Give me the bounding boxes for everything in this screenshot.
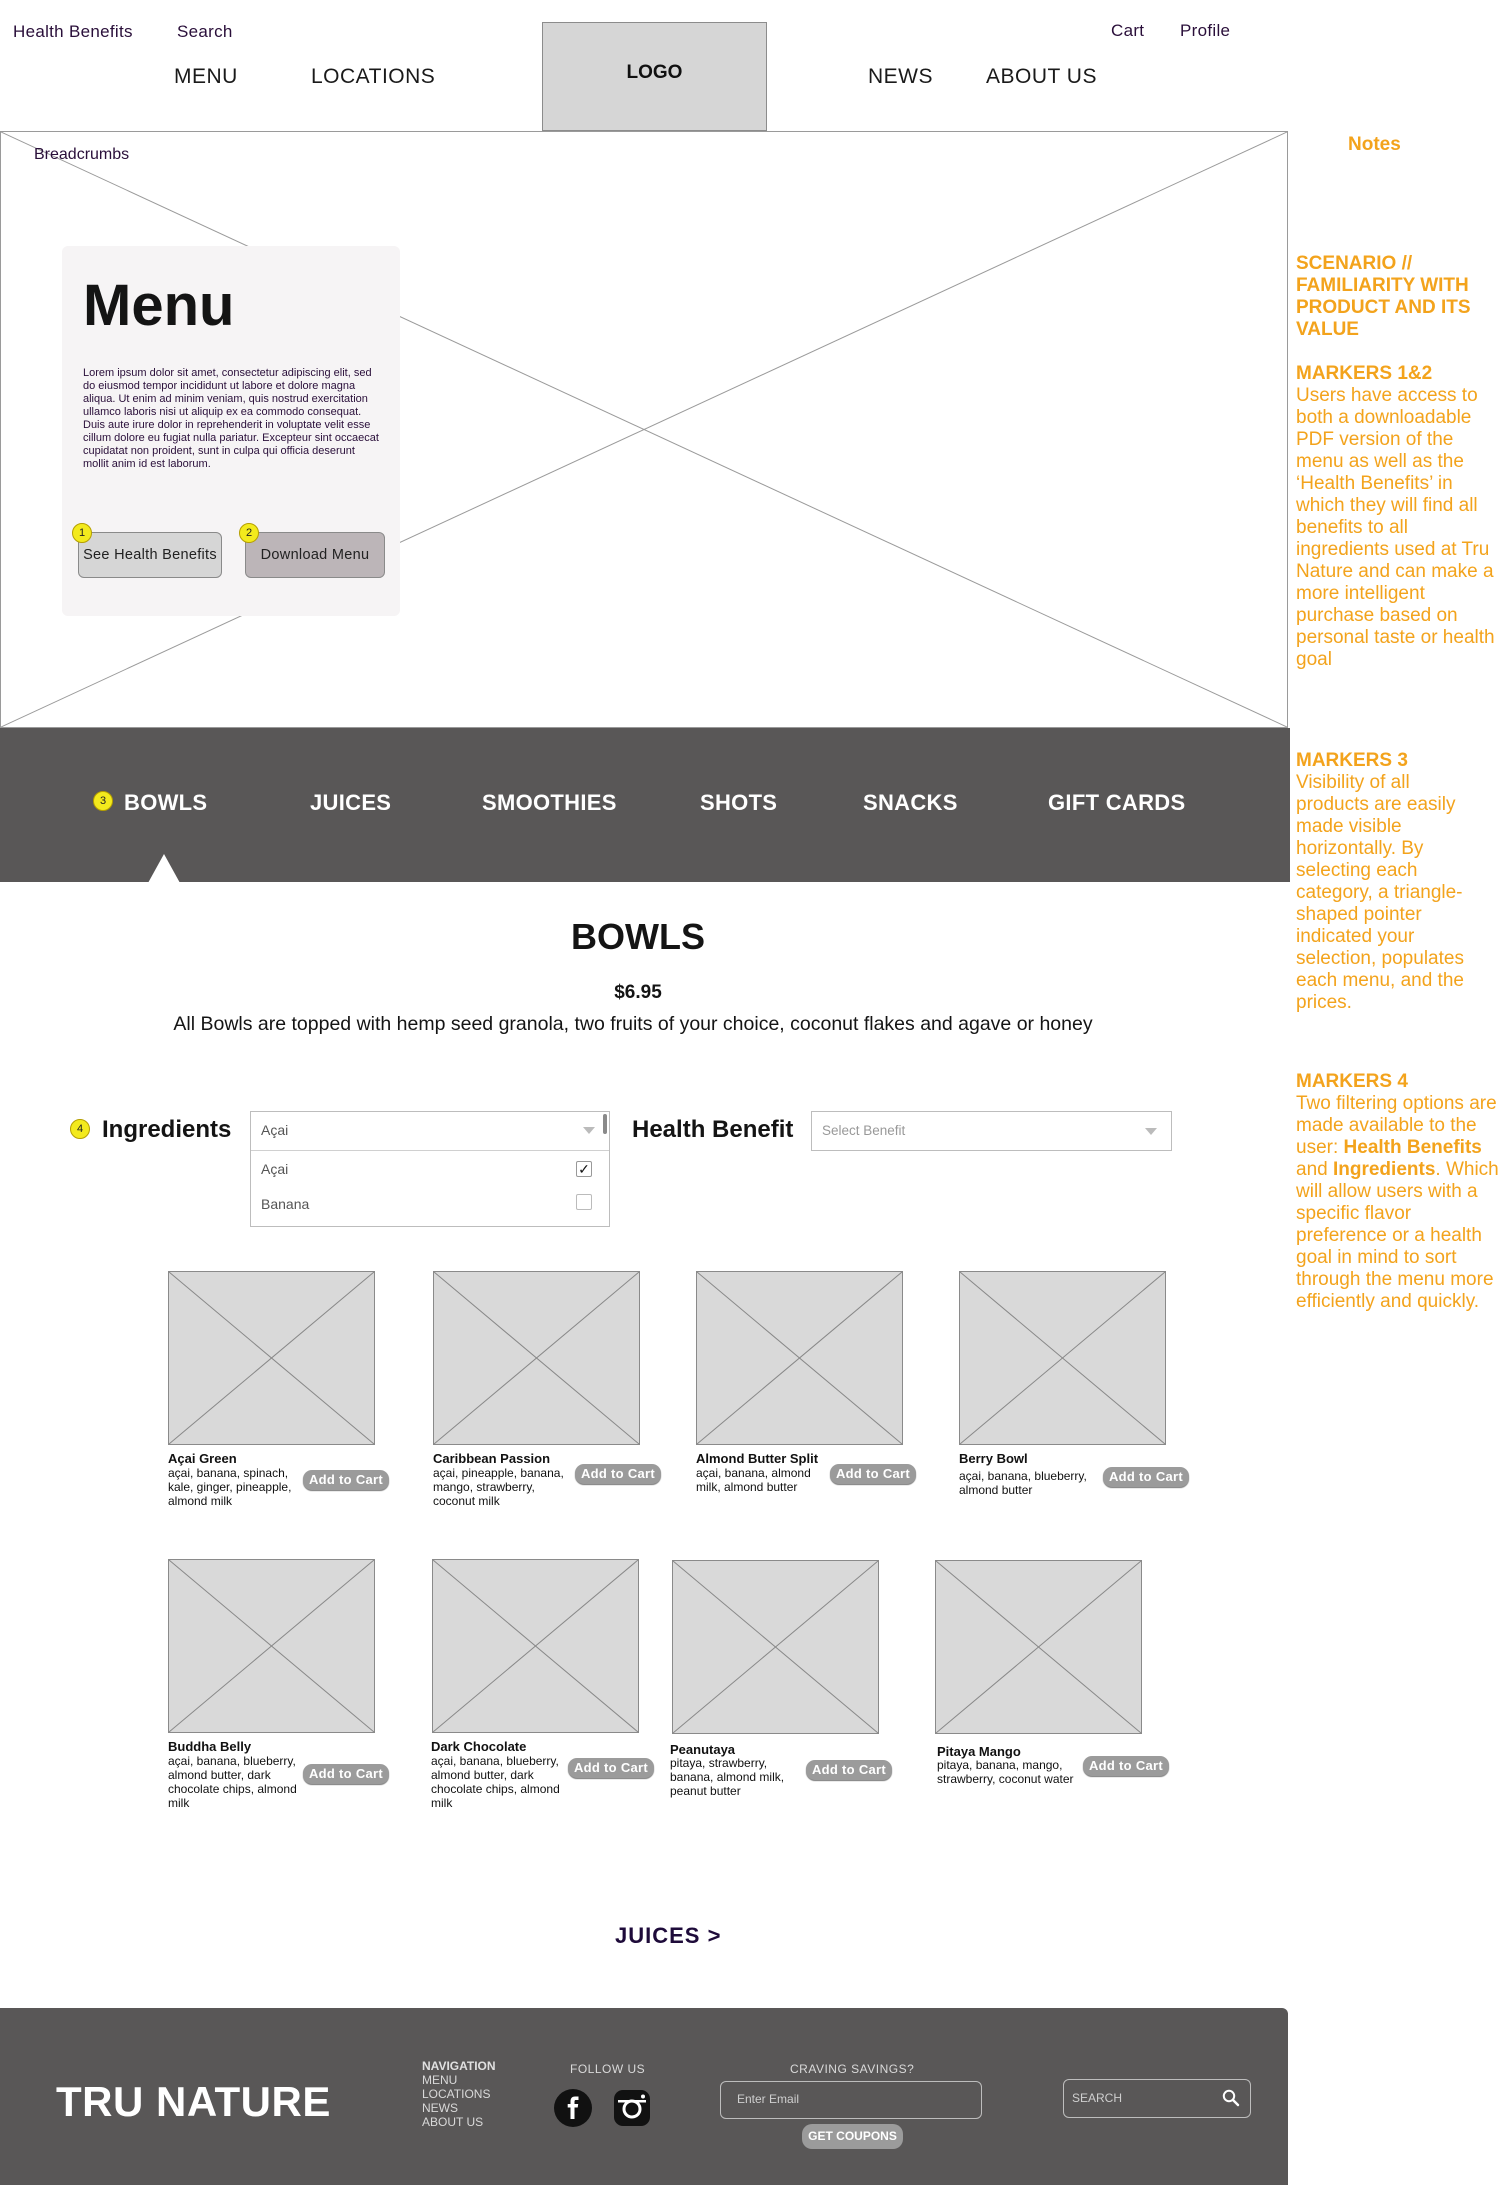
product-description: açai, banana, spinach, kale, ginger, pineapple, almond milk	[168, 1466, 292, 1508]
product-name[interactable]: Almond Butter Split	[696, 1451, 819, 1466]
product-name[interactable]: Pitaya Mango	[937, 1744, 1021, 1759]
image-placeholder-icon	[673, 1561, 878, 1733]
ingredients-dropdown[interactable]	[250, 1111, 610, 1227]
footer-search-placeholder: SEARCH	[1072, 2091, 1123, 2105]
logo-text: LOGO	[626, 62, 683, 83]
notes-markers-1-2-heading: MARKERS 1&2	[1296, 363, 1433, 384]
notes-m4-bold-ingredients: Ingredients	[1332, 1159, 1436, 1180]
chevron-down-icon	[583, 1127, 595, 1134]
notes-m4-bold-health: Health Benefits	[1343, 1137, 1482, 1158]
footer-brand[interactable]: TRU NATURE	[56, 2078, 331, 2125]
product-image[interactable]	[672, 1560, 879, 1734]
section-price: $6.95	[614, 982, 662, 1003]
notes-m4-text: Two filtering options are made available to the user:	[1296, 1093, 1497, 1158]
get-coupons-button[interactable]: GET COUPONS	[802, 2124, 903, 2149]
product-image[interactable]	[432, 1559, 639, 1733]
email-field[interactable]: Enter Email	[720, 2081, 982, 2119]
product-name[interactable]: Caribbean Passion	[433, 1451, 551, 1466]
nav-menu[interactable]: MENU	[174, 65, 238, 88]
tab-snacks[interactable]: SNACKS	[863, 790, 958, 815]
checkbox-checked-icon[interactable]: ✓	[576, 1161, 592, 1177]
nav-about-us[interactable]: ABOUT US	[986, 65, 1097, 88]
next-category-link[interactable]: JUICES >	[615, 1923, 722, 1948]
add-to-cart-button[interactable]: Add to Cart	[830, 1464, 916, 1484]
chevron-down-icon	[1145, 1128, 1157, 1135]
image-placeholder-icon	[433, 1560, 638, 1732]
ingredient-option[interactable]: Açai	[261, 1161, 289, 1177]
product-description: pitaya, strawberry, banana, almond milk, peanut butter	[670, 1756, 785, 1798]
tab-juices[interactable]: JUICES	[310, 790, 392, 815]
search-icon[interactable]	[1222, 2089, 1240, 2107]
add-to-cart-button[interactable]: Add to Cart	[303, 1764, 389, 1784]
health-benefits-link[interactable]: Health Benefits	[13, 22, 133, 41]
notes-markers-4-heading: MARKERS 4	[1296, 1071, 1408, 1092]
footer-nav-about-us[interactable]: ABOUT US	[422, 2115, 484, 2129]
cart-link[interactable]: Cart	[1111, 21, 1145, 40]
add-to-cart-button[interactable]: Add to Cart	[806, 1760, 892, 1780]
product-description: açai, banana, blueberry, almond butter, dark chocolate chips, almond milk	[431, 1754, 560, 1810]
breadcrumb[interactable]: Breadcrumbs	[34, 146, 130, 163]
selected-category-pointer	[148, 854, 180, 883]
hero-description: Lorem ipsum dolor sit amet, consectetur adipiscing elit, sed do eiusmod tempor incididunt ut labore et dolore magna aliqua. Ut enim ad minim veniam, quis nostrud exercitation ullamco laboris nisi ut aliquip ex ea commodo consequat. Duis aute irure dolor in reprehenderit in voluptate velit esse cillum dolore eu fugiat nulla pariatur. Excepteur sint occaecat cupidatat non proident, sunt in culpa qui officia deserunt mollit anim id est laborum.	[83, 367, 379, 470]
footer-nav-menu[interactable]: MENU	[422, 2073, 458, 2087]
ingredients-label: Ingredients	[102, 1116, 232, 1143]
footer-nav-locations[interactable]: LOCATIONS	[422, 2087, 491, 2101]
add-to-cart-button[interactable]: Add to Cart	[568, 1758, 654, 1778]
notes-markers-4-body	[1296, 1093, 1501, 1313]
marker-2: 2	[239, 523, 259, 543]
product-image[interactable]	[935, 1560, 1142, 1734]
footer-search-input[interactable]	[1063, 2079, 1251, 2118]
tab-smoothies[interactable]: SMOOTHIES	[482, 790, 617, 815]
product-description: açai, banana, blueberry, almond butter, dark chocolate chips, almond milk	[168, 1754, 297, 1810]
instagram-icon[interactable]	[612, 2088, 652, 2128]
product-description: açai, banana, almond milk, almond butter	[696, 1466, 811, 1494]
tab-gift-cards[interactable]: GIFT CARDS	[1048, 790, 1186, 815]
add-to-cart-button[interactable]: Add to Cart	[1083, 1756, 1169, 1776]
image-placeholder-icon	[936, 1561, 1141, 1733]
ingredients-selected-value: Açai	[261, 1122, 289, 1138]
footer-nav-heading: NAVIGATION	[422, 2059, 496, 2073]
health-benefit-dropdown[interactable]	[811, 1111, 1172, 1151]
dropdown-scrollbar[interactable]	[603, 1114, 607, 1134]
health-benefit-label: Health Benefit	[632, 1116, 794, 1143]
notes-title: Notes	[1348, 134, 1401, 155]
image-placeholder-icon	[169, 1272, 374, 1444]
notes-markers-3-heading: MARKERS 3	[1296, 750, 1408, 771]
nav-locations[interactable]: LOCATIONS	[311, 65, 436, 88]
product-name[interactable]: Açai Green	[168, 1451, 237, 1466]
follow-us-label: FOLLOW US	[570, 2062, 646, 2076]
notes-markers-1-2-body: Users have access to both a downloadable PDF version of the menu as well as the ‘Health Benefits’ in which they will find all benefits to all ingredients used at Tru Nature and can make a more intelligent purchase based on personal taste or health goal	[1296, 385, 1495, 670]
tab-shots[interactable]: SHOTS	[700, 790, 778, 815]
product-name[interactable]: Buddha Belly	[168, 1739, 252, 1754]
profile-link[interactable]: Profile	[1180, 21, 1231, 40]
product-image[interactable]	[168, 1271, 375, 1445]
product-image[interactable]	[696, 1271, 903, 1445]
add-to-cart-button[interactable]: Add to Cart	[1103, 1467, 1189, 1487]
dropdown-divider	[251, 1150, 609, 1151]
product-name[interactable]: Berry Bowl	[959, 1451, 1028, 1466]
section-title: BOWLS	[571, 916, 705, 957]
checkbox-icon[interactable]	[576, 1194, 592, 1210]
image-placeholder-icon	[169, 1560, 374, 1732]
nav-news[interactable]: NEWS	[868, 65, 933, 88]
image-placeholder-icon	[697, 1272, 902, 1444]
page-title: Menu	[83, 273, 235, 338]
product-description: açai, banana, blueberry, almond butter	[959, 1469, 1087, 1497]
product-name[interactable]: Dark Chocolate	[431, 1739, 527, 1754]
product-image[interactable]	[959, 1271, 1166, 1445]
product-image[interactable]	[168, 1559, 375, 1733]
download-menu-button[interactable]: Download Menu	[245, 532, 385, 578]
product-description: pitaya, banana, mango, strawberry, coconut water	[937, 1758, 1074, 1786]
footer-nav-news[interactable]: NEWS	[422, 2101, 458, 2115]
search-link[interactable]: Search	[177, 22, 233, 41]
notes-m4-and: and	[1296, 1159, 1333, 1180]
section-description: All Bowls are topped with hemp seed granola, two fruits of your choice, coconut flakes and agave or honey	[173, 1013, 1093, 1035]
health-benefit-placeholder: Select Benefit	[822, 1123, 906, 1138]
product-description: açai, pineapple, banana, mango, strawberry, coconut milk	[433, 1466, 564, 1508]
product-name[interactable]: Peanutaya	[670, 1742, 736, 1757]
marker-4: 4	[70, 1119, 90, 1139]
logo[interactable]	[542, 22, 767, 131]
image-placeholder-icon	[960, 1272, 1165, 1444]
image-placeholder-icon	[434, 1272, 639, 1444]
craving-savings-label: CRAVING SAVINGS?	[790, 2062, 915, 2076]
notes-markers-3-body: Visibility of all products are easily made visible horizontally. By selecting each category, a triangle-shaped pointer indicated your selection, populates each menu, and the prices.	[1296, 772, 1464, 1013]
marker-3: 3	[93, 791, 113, 811]
see-health-benefits-button[interactable]: See Health Benefits	[78, 532, 222, 578]
ingredient-option[interactable]: Banana	[261, 1196, 310, 1212]
marker-1: 1	[72, 523, 92, 543]
add-to-cart-button[interactable]: Add to Cart	[575, 1464, 661, 1484]
notes-scenario-heading: SCENARIO // FAMILIARITY WITH PRODUCT AND ITS VALUE	[1296, 253, 1471, 340]
add-to-cart-button[interactable]: Add to Cart	[303, 1470, 389, 1490]
tab-bowls[interactable]: BOWLS	[124, 790, 208, 815]
facebook-icon[interactable]	[553, 2088, 593, 2128]
product-image[interactable]	[433, 1271, 640, 1445]
notes-m4-text-2: . Which will allow users with a specific flavor preference or a health goal in mind to sort through the menu more efficiently and quickly.	[1296, 1159, 1499, 1312]
